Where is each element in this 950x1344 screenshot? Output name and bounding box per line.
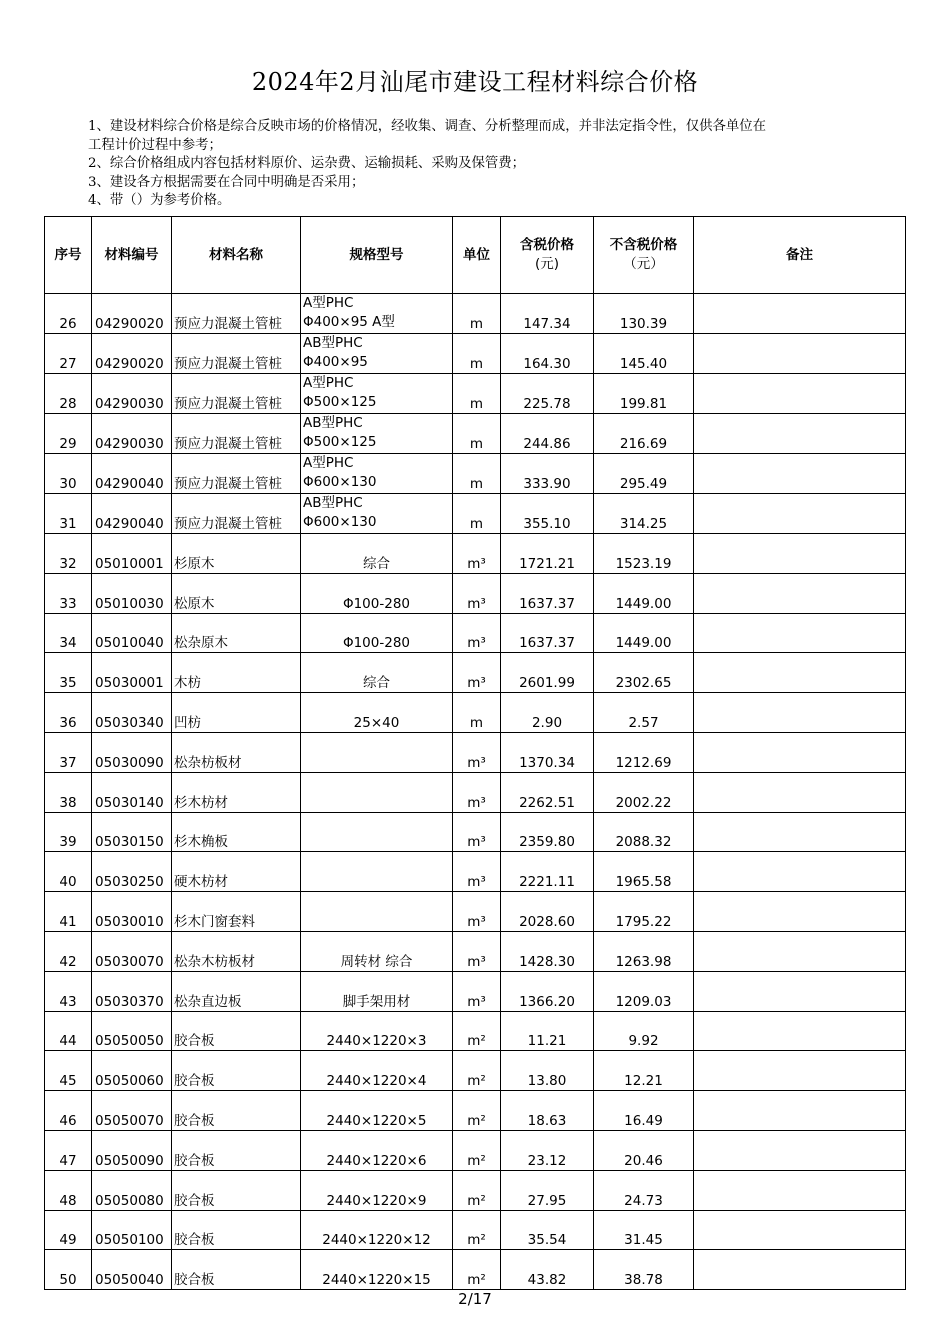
cell-name: 松原木 bbox=[172, 573, 301, 613]
cell-price-notax: 38.78 bbox=[594, 1250, 694, 1290]
table-row bbox=[45, 852, 906, 892]
table-row bbox=[45, 414, 906, 454]
cell-price-tax: 2028.60 bbox=[501, 892, 594, 932]
cell-name: 松杂枋板材 bbox=[172, 732, 301, 772]
cell-remark bbox=[694, 294, 906, 334]
cell-price-tax: 2221.11 bbox=[501, 852, 594, 892]
cell-remark bbox=[694, 812, 906, 852]
cell-remark bbox=[694, 613, 906, 653]
cell-name: 杉木桷板 bbox=[172, 812, 301, 852]
cell-seq: 48 bbox=[45, 1170, 92, 1210]
cell-code: 04290040 bbox=[92, 494, 172, 534]
cell-code: 05050070 bbox=[92, 1091, 172, 1131]
cell-name: 杉木门窗套料 bbox=[172, 892, 301, 932]
cell-remark bbox=[694, 1210, 906, 1250]
cell-name: 胶合板 bbox=[172, 1130, 301, 1170]
cell-unit: m³ bbox=[453, 852, 501, 892]
cell-code: 04290030 bbox=[92, 414, 172, 454]
cell-unit: m bbox=[453, 494, 501, 534]
cell-seq: 32 bbox=[45, 534, 92, 574]
cell-price-tax: 11.21 bbox=[501, 1011, 594, 1051]
cell-price-notax: 2002.22 bbox=[594, 772, 694, 812]
note-line: 1、建设材料综合价格是综合反映市场的价格情况，经收集、调查、分析整理而成，并非法定指令性，仅供各单位在 bbox=[88, 119, 767, 134]
cell-unit: m² bbox=[453, 1051, 501, 1091]
cell-remark bbox=[694, 573, 906, 613]
cell-seq: 44 bbox=[45, 1011, 92, 1051]
cell-spec bbox=[301, 454, 453, 494]
cell-spec-line1: A型PHC bbox=[303, 455, 354, 471]
cell-name: 预应力混凝土管桩 bbox=[172, 414, 301, 454]
header-seq: 序号 bbox=[45, 217, 92, 294]
table-row bbox=[45, 1170, 906, 1210]
cell-spec bbox=[301, 772, 453, 812]
cell-seq: 40 bbox=[45, 852, 92, 892]
cell-price-notax: 216.69 bbox=[594, 414, 694, 454]
cell-name: 松杂直边板 bbox=[172, 971, 301, 1011]
table-row bbox=[45, 812, 906, 852]
page-title: 2024年2月汕尾市建设工程材料综合价格 bbox=[251, 68, 699, 96]
cell-name: 胶合板 bbox=[172, 1170, 301, 1210]
cell-price-notax: 1263.98 bbox=[594, 931, 694, 971]
cell-remark bbox=[694, 1130, 906, 1170]
header-price-notax-line1: 不含税价格 bbox=[609, 237, 678, 253]
cell-remark bbox=[694, 653, 906, 693]
cell-code: 05010030 bbox=[92, 573, 172, 613]
cell-code: 04290030 bbox=[92, 374, 172, 414]
cell-seq: 29 bbox=[45, 414, 92, 454]
note-line: 2、综合价格组成内容包括材料原价、运杂费、运输损耗、采购及保管费； bbox=[88, 156, 526, 171]
cell-price-tax: 23.12 bbox=[501, 1130, 594, 1170]
cell-price-notax: 9.92 bbox=[594, 1011, 694, 1051]
cell-price-tax: 2359.80 bbox=[501, 812, 594, 852]
cell-price-tax: 244.86 bbox=[501, 414, 594, 454]
cell-unit: m³ bbox=[453, 573, 501, 613]
cell-price-tax: 43.82 bbox=[501, 1250, 594, 1290]
cell-price-tax: 2.90 bbox=[501, 693, 594, 733]
cell-code: 05030090 bbox=[92, 732, 172, 772]
cell-spec: 脚手架用材 bbox=[301, 971, 453, 1011]
note-line: 3、建设各方根据需要在合同中明确是否采用； bbox=[88, 174, 365, 190]
cell-price-tax: 1370.34 bbox=[501, 732, 594, 772]
cell-spec: 2440×1220×15 bbox=[301, 1250, 453, 1290]
cell-spec-line2: Φ400×95 bbox=[303, 354, 368, 370]
note-line: 工程计价过程中参考； bbox=[88, 137, 222, 153]
cell-price-tax: 1637.37 bbox=[501, 613, 594, 653]
cell-price-tax: 13.80 bbox=[501, 1051, 594, 1091]
cell-unit: m² bbox=[453, 1130, 501, 1170]
cell-name: 杉木枋材 bbox=[172, 772, 301, 812]
cell-seq: 36 bbox=[45, 693, 92, 733]
cell-name: 胶合板 bbox=[172, 1210, 301, 1250]
cell-remark bbox=[694, 931, 906, 971]
table-row bbox=[45, 334, 906, 374]
cell-price-notax: 2088.32 bbox=[594, 812, 694, 852]
price-table bbox=[44, 216, 906, 1290]
cell-remark bbox=[694, 732, 906, 772]
table-row bbox=[45, 732, 906, 772]
cell-price-notax: 2.57 bbox=[594, 693, 694, 733]
cell-unit: m³ bbox=[453, 812, 501, 852]
cell-spec bbox=[301, 294, 453, 334]
cell-seq: 47 bbox=[45, 1130, 92, 1170]
cell-name: 松杂木枋板材 bbox=[172, 931, 301, 971]
cell-code: 05030150 bbox=[92, 812, 172, 852]
cell-unit: m³ bbox=[453, 931, 501, 971]
cell-spec: 综合 bbox=[301, 653, 453, 693]
cell-code: 05030001 bbox=[92, 653, 172, 693]
cell-price-tax: 1428.30 bbox=[501, 931, 594, 971]
cell-code: 04290020 bbox=[92, 294, 172, 334]
cell-seq: 35 bbox=[45, 653, 92, 693]
header-name: 材料名称 bbox=[172, 217, 301, 294]
cell-spec bbox=[301, 414, 453, 454]
cell-spec bbox=[301, 852, 453, 892]
cell-remark bbox=[694, 1091, 906, 1131]
cell-unit: m³ bbox=[453, 892, 501, 932]
cell-unit: m³ bbox=[453, 534, 501, 574]
cell-spec: 综合 bbox=[301, 534, 453, 574]
cell-code: 05050080 bbox=[92, 1170, 172, 1210]
cell-spec-line1: A型PHC bbox=[303, 375, 354, 391]
cell-spec bbox=[301, 732, 453, 772]
cell-code: 05050060 bbox=[92, 1051, 172, 1091]
cell-code: 05010040 bbox=[92, 613, 172, 653]
cell-name: 凹枋 bbox=[172, 693, 301, 733]
cell-spec: 2440×1220×6 bbox=[301, 1130, 453, 1170]
cell-name: 胶合板 bbox=[172, 1051, 301, 1091]
cell-price-tax: 27.95 bbox=[501, 1170, 594, 1210]
cell-spec-line2: Φ400×95 A型 bbox=[303, 314, 395, 330]
cell-name: 预应力混凝土管桩 bbox=[172, 454, 301, 494]
cell-seq: 46 bbox=[45, 1091, 92, 1131]
cell-unit: m bbox=[453, 693, 501, 733]
cell-seq: 30 bbox=[45, 454, 92, 494]
cell-unit: m³ bbox=[453, 772, 501, 812]
header-price-notax-line2: （元） bbox=[623, 256, 664, 272]
cell-price-notax: 1209.03 bbox=[594, 971, 694, 1011]
cell-price-notax: 199.81 bbox=[594, 374, 694, 414]
cell-code: 05030070 bbox=[92, 931, 172, 971]
header-price-tax-line2: (元) bbox=[534, 256, 560, 272]
cell-spec: 2440×1220×12 bbox=[301, 1210, 453, 1250]
cell-spec: Φ100-280 bbox=[301, 613, 453, 653]
cell-seq: 34 bbox=[45, 613, 92, 653]
cell-name: 松杂原木 bbox=[172, 613, 301, 653]
header-spec: 规格型号 bbox=[301, 217, 453, 294]
table-row bbox=[45, 772, 906, 812]
cell-spec: Φ100-280 bbox=[301, 573, 453, 613]
cell-name: 胶合板 bbox=[172, 1011, 301, 1051]
cell-spec: 2440×1220×4 bbox=[301, 1051, 453, 1091]
cell-code: 05030010 bbox=[92, 892, 172, 932]
header-remark: 备注 bbox=[694, 217, 906, 294]
header-price-tax bbox=[501, 217, 594, 294]
table-row bbox=[45, 534, 906, 574]
table-row bbox=[45, 1130, 906, 1170]
cell-remark bbox=[694, 772, 906, 812]
cell-remark bbox=[694, 414, 906, 454]
cell-price-notax: 130.39 bbox=[594, 294, 694, 334]
cell-remark bbox=[694, 1051, 906, 1091]
cell-remark bbox=[694, 693, 906, 733]
table-row bbox=[45, 931, 906, 971]
cell-unit: m² bbox=[453, 1210, 501, 1250]
cell-price-tax: 1366.20 bbox=[501, 971, 594, 1011]
cell-unit: m bbox=[453, 454, 501, 494]
cell-remark bbox=[694, 334, 906, 374]
cell-spec-line1: AB型PHC bbox=[303, 415, 363, 431]
cell-spec: 2440×1220×5 bbox=[301, 1091, 453, 1131]
header-unit: 单位 bbox=[453, 217, 501, 294]
header-code: 材料编号 bbox=[92, 217, 172, 294]
cell-code: 05050050 bbox=[92, 1011, 172, 1051]
cell-spec-line1: AB型PHC bbox=[303, 335, 363, 351]
cell-unit: m³ bbox=[453, 971, 501, 1011]
cell-name: 硬木枋材 bbox=[172, 852, 301, 892]
table-row bbox=[45, 494, 906, 534]
cell-code: 05030250 bbox=[92, 852, 172, 892]
cell-unit: m bbox=[453, 414, 501, 454]
cell-unit: m bbox=[453, 294, 501, 334]
cell-price-notax: 1795.22 bbox=[594, 892, 694, 932]
cell-price-notax: 24.73 bbox=[594, 1170, 694, 1210]
cell-remark bbox=[694, 494, 906, 534]
cell-seq: 43 bbox=[45, 971, 92, 1011]
table-row bbox=[45, 294, 906, 334]
cell-unit: m² bbox=[453, 1170, 501, 1210]
cell-spec bbox=[301, 494, 453, 534]
cell-price-notax: 295.49 bbox=[594, 454, 694, 494]
cell-unit: m bbox=[453, 374, 501, 414]
cell-name: 预应力混凝土管桩 bbox=[172, 334, 301, 374]
cell-seq: 28 bbox=[45, 374, 92, 414]
cell-code: 05050100 bbox=[92, 1210, 172, 1250]
table-body bbox=[45, 294, 906, 1290]
cell-price-notax: 2302.65 bbox=[594, 653, 694, 693]
cell-seq: 45 bbox=[45, 1051, 92, 1091]
table-row bbox=[45, 454, 906, 494]
note-line: 4、带（）为参考价格。 bbox=[88, 193, 231, 208]
cell-spec: 周转材 综合 bbox=[301, 931, 453, 971]
cell-code: 04290040 bbox=[92, 454, 172, 494]
cell-price-notax: 1449.00 bbox=[594, 613, 694, 653]
cell-price-notax: 145.40 bbox=[594, 334, 694, 374]
cell-remark bbox=[694, 1170, 906, 1210]
cell-seq: 41 bbox=[45, 892, 92, 932]
cell-remark bbox=[694, 892, 906, 932]
cell-remark bbox=[694, 971, 906, 1011]
cell-price-tax: 355.10 bbox=[501, 494, 594, 534]
cell-name: 胶合板 bbox=[172, 1091, 301, 1131]
table-row bbox=[45, 971, 906, 1011]
cell-spec: 25×40 bbox=[301, 693, 453, 733]
cell-name: 预应力混凝土管桩 bbox=[172, 374, 301, 414]
cell-seq: 26 bbox=[45, 294, 92, 334]
notes bbox=[88, 118, 878, 211]
cell-name: 杉原木 bbox=[172, 534, 301, 574]
cell-price-notax: 1523.19 bbox=[594, 534, 694, 574]
cell-remark bbox=[694, 374, 906, 414]
cell-remark bbox=[694, 534, 906, 574]
cell-remark bbox=[694, 852, 906, 892]
cell-spec bbox=[301, 374, 453, 414]
cell-spec bbox=[301, 334, 453, 374]
cell-name: 木枋 bbox=[172, 653, 301, 693]
cell-price-tax: 1721.21 bbox=[501, 534, 594, 574]
cell-unit: m bbox=[453, 334, 501, 374]
cell-seq: 42 bbox=[45, 931, 92, 971]
cell-seq: 49 bbox=[45, 1210, 92, 1250]
cell-code: 05030140 bbox=[92, 772, 172, 812]
cell-name: 胶合板 bbox=[172, 1250, 301, 1290]
cell-price-notax: 31.45 bbox=[594, 1210, 694, 1250]
table-row bbox=[45, 1210, 906, 1250]
cell-price-tax: 2601.99 bbox=[501, 653, 594, 693]
cell-code: 05050040 bbox=[92, 1250, 172, 1290]
cell-seq: 38 bbox=[45, 772, 92, 812]
cell-spec-line2: Φ500×125 bbox=[303, 434, 377, 450]
cell-price-tax: 2262.51 bbox=[501, 772, 594, 812]
header-price-tax-line1: 含税价格 bbox=[520, 237, 574, 253]
table-row bbox=[45, 374, 906, 414]
cell-price-notax: 314.25 bbox=[594, 494, 694, 534]
cell-spec-line2: Φ600×130 bbox=[303, 514, 377, 530]
cell-spec: 2440×1220×3 bbox=[301, 1011, 453, 1051]
cell-price-tax: 1637.37 bbox=[501, 573, 594, 613]
cell-spec: 2440×1220×9 bbox=[301, 1170, 453, 1210]
cell-price-notax: 1449.00 bbox=[594, 573, 694, 613]
cell-price-notax: 12.21 bbox=[594, 1051, 694, 1091]
cell-remark bbox=[694, 1011, 906, 1051]
cell-remark bbox=[694, 454, 906, 494]
cell-name: 预应力混凝土管桩 bbox=[172, 494, 301, 534]
cell-price-tax: 35.54 bbox=[501, 1210, 594, 1250]
table-row bbox=[45, 653, 906, 693]
cell-seq: 50 bbox=[45, 1250, 92, 1290]
table-row bbox=[45, 693, 906, 733]
cell-remark bbox=[694, 1250, 906, 1290]
table-row bbox=[45, 1091, 906, 1131]
cell-spec-line2: Φ600×130 bbox=[303, 474, 377, 490]
cell-spec-line1: AB型PHC bbox=[303, 495, 363, 511]
table-row bbox=[45, 1250, 906, 1290]
cell-spec bbox=[301, 812, 453, 852]
cell-code: 05010001 bbox=[92, 534, 172, 574]
cell-spec bbox=[301, 892, 453, 932]
cell-unit: m³ bbox=[453, 613, 501, 653]
cell-code: 05030370 bbox=[92, 971, 172, 1011]
cell-price-notax: 1965.58 bbox=[594, 852, 694, 892]
cell-code: 05050090 bbox=[92, 1130, 172, 1170]
cell-price-tax: 225.78 bbox=[501, 374, 594, 414]
cell-unit: m² bbox=[453, 1091, 501, 1131]
cell-seq: 31 bbox=[45, 494, 92, 534]
cell-name: 预应力混凝土管桩 bbox=[172, 294, 301, 334]
cell-seq: 39 bbox=[45, 812, 92, 852]
cell-unit: m³ bbox=[453, 653, 501, 693]
cell-unit: m³ bbox=[453, 732, 501, 772]
cell-seq: 37 bbox=[45, 732, 92, 772]
cell-price-notax: 1212.69 bbox=[594, 732, 694, 772]
cell-seq: 33 bbox=[45, 573, 92, 613]
cell-spec-line2: Φ500×125 bbox=[303, 394, 377, 410]
cell-price-tax: 333.90 bbox=[501, 454, 594, 494]
header-price-notax bbox=[594, 217, 694, 294]
table-row bbox=[45, 573, 906, 613]
table-row bbox=[45, 892, 906, 932]
cell-code: 05030340 bbox=[92, 693, 172, 733]
cell-code: 04290020 bbox=[92, 334, 172, 374]
cell-spec-line1: A型PHC bbox=[303, 295, 354, 311]
cell-unit: m² bbox=[453, 1250, 501, 1290]
cell-price-notax: 20.46 bbox=[594, 1130, 694, 1170]
table-row bbox=[45, 1011, 906, 1051]
cell-price-notax: 16.49 bbox=[594, 1091, 694, 1131]
cell-price-tax: 164.30 bbox=[501, 334, 594, 374]
page-number: 2/17 bbox=[458, 1290, 492, 1308]
table-row bbox=[45, 1051, 906, 1091]
table-header-row bbox=[45, 217, 906, 294]
cell-price-tax: 18.63 bbox=[501, 1091, 594, 1131]
cell-seq: 27 bbox=[45, 334, 92, 374]
cell-unit: m² bbox=[453, 1011, 501, 1051]
table-row bbox=[45, 613, 906, 653]
cell-price-tax: 147.34 bbox=[501, 294, 594, 334]
